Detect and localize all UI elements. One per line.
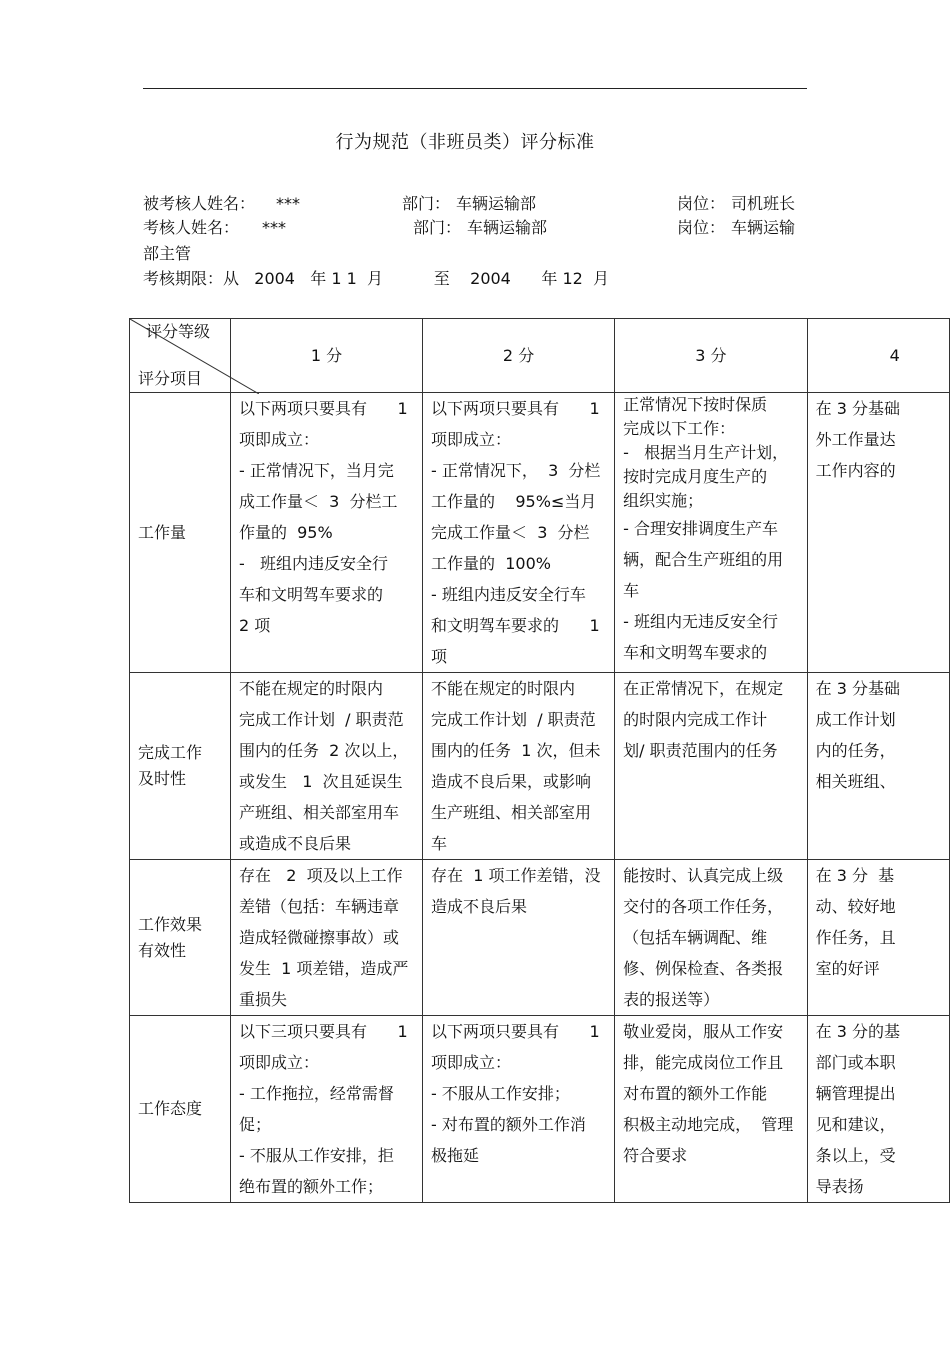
cell-text-line: - 工作拖拉，经常需督 (238, 1084, 394, 1103)
cell-text-line: 外工作量达 (815, 430, 896, 449)
item-workload: 工作量 (130, 393, 231, 673)
cell-text-line: 或发生 1 次且延误生 (238, 772, 403, 791)
cell-text-line: - 班组内违反安全行车 (431, 585, 586, 604)
cell-text-line: 车和文明驾车要求的 (623, 643, 768, 662)
cell-text-line: 促； (238, 1115, 271, 1134)
cell-text-line: 以下两项只要具有 1 (238, 399, 408, 418)
dept1-value: 车辆运输部 (456, 194, 537, 213)
cell-text-line: 完成工作计划 / 职责范 (431, 710, 596, 729)
cell-text-line: 绝布置的额外工作； (238, 1177, 383, 1196)
cell-text-line: 导表扬 (815, 1177, 864, 1196)
examiner-label: 考核人姓名： (143, 218, 240, 237)
cell-text-line: 以下三项只要具有 1 (238, 1022, 408, 1041)
cell-text-line: - 正常情况下，当月完 (238, 461, 394, 480)
cell-text-line: 完成工作 (138, 743, 203, 762)
cell-text-line: 造成不良后果 (431, 897, 528, 916)
cell-text-line: 按时完成月度生产的 (623, 467, 768, 486)
attitude-grade-4 (807, 1016, 949, 1203)
cell-text-line: - 对布置的额外工作消 (431, 1115, 586, 1134)
post2-value-b: 部主管 (143, 244, 192, 263)
scoring-table (129, 318, 950, 1203)
cell-text-line: 见和建议， (815, 1115, 896, 1134)
cell-text-line: 产班组、相关部室用车 (238, 803, 399, 822)
header-row (130, 319, 950, 393)
timeliness-grade-2 (423, 673, 615, 860)
examinee-label: 被考核人姓名： (143, 194, 256, 213)
item-effectiveness (130, 860, 231, 1016)
cell-text-line: 修、例保检查、各类报 (623, 959, 784, 978)
effectiveness-grade-1 (230, 860, 422, 1016)
effectiveness-grade-2 (423, 860, 615, 1016)
cell-text-line: 能按时、认真完成上级 (623, 866, 784, 885)
cell-text-line: - 班组内违反安全行 (238, 554, 388, 573)
cell-text-line: 成工作计划 (815, 710, 896, 729)
cell-text-line: 不能在规定的时限内 (238, 679, 383, 698)
cell-text-line: 正常情况下按时保质 (623, 395, 768, 414)
cell-text-line: 存在 2 项及以上工作 (238, 866, 403, 885)
post1-value: 司机班长 (731, 194, 796, 213)
grade-axis-label: 评分等级 (145, 322, 210, 341)
examiner-name: *** (262, 218, 286, 237)
cell-text-line: - 不服从工作安排，拒 (238, 1146, 394, 1165)
dept2-value: 车辆运输部 (467, 218, 548, 237)
cell-text-line: 造成不良后果，或影响 (431, 772, 592, 791)
cell-text-line: 不能在规定的时限内 (431, 679, 576, 698)
workload-grade-3 (615, 393, 808, 673)
grade-header-4: 4 (807, 319, 949, 393)
cell-text-line: 项即成立： (238, 430, 319, 449)
cell-text-line: 在正常情况下，在规定 (623, 679, 784, 698)
cell-text-line: 符合要求 (623, 1146, 688, 1165)
cell-text-line: 在 3 分 基 (815, 866, 895, 885)
effectiveness-grade-4 (807, 860, 949, 1016)
attitude-grade-1 (230, 1016, 422, 1203)
cell-text-line: 完成工作量＜ 3 分栏 (431, 523, 590, 542)
dept1-label: 部门： (402, 194, 451, 213)
assessment-period: 考核期限：从 2004 年 1 1 月 至 2004 年 12 月 (143, 269, 609, 288)
cell-text-line: 在 3 分基础 (815, 399, 900, 418)
effectiveness-grade-3 (615, 860, 808, 1016)
post1-label: 岗位： (677, 194, 726, 213)
cell-text-line: 部门或本职 (815, 1053, 896, 1072)
cell-text-line: 存在 1 项工作差错，没 (431, 866, 601, 885)
cell-text-line: 作任务，且 (815, 928, 896, 947)
item-timeliness (130, 673, 231, 860)
grade-header-1: 1 分 (230, 319, 422, 393)
table-row (130, 1016, 950, 1203)
cell-text-line: 工作量的 100% (431, 554, 551, 573)
cell-text-line: 车 (623, 581, 640, 600)
table-row (130, 393, 950, 673)
table-row (130, 673, 950, 860)
cell-text-line: 围内的任务 1 次，但未 (431, 741, 601, 760)
cell-text-line: 排，能完成岗位工作且 (623, 1053, 784, 1072)
workload-grade-4 (807, 393, 949, 673)
cell-text-line: 项即成立： (238, 1053, 319, 1072)
cell-text-line: 在 3 分的基 (815, 1022, 900, 1041)
cell-text-line: 相关班组、 (815, 772, 896, 791)
cell-text-line: 敬业爱岗，服从工作安 (623, 1022, 784, 1041)
cell-text-line: - 合理安排调度生产车 (623, 519, 778, 538)
cell-text-line: 围内的任务 2 次以上， (238, 741, 409, 760)
cell-text-line: 项 (431, 647, 448, 666)
cell-text-line: 辆，配合生产班组的用 (623, 550, 784, 569)
cell-text-line: 表的报送等） (623, 990, 720, 1009)
cell-text-line: 极拖延 (431, 1146, 480, 1165)
cell-text-line: 完成工作计划 / 职责范 (238, 710, 404, 729)
cell-text-line: 划/ 职责范围内的任务 (623, 741, 778, 760)
cell-text-line: 和文明驾车要求的 1 (431, 616, 600, 635)
grade-header-3: 3 分 (615, 319, 808, 393)
cell-text-line: 工作量的 95%≤当月 (431, 492, 597, 511)
workload-grade-1 (230, 393, 422, 673)
cell-text-line: 作量的 95% (238, 523, 333, 542)
cell-text-line: 重损失 (238, 990, 287, 1009)
dept2-label: 部门： (413, 218, 462, 237)
cell-text-line: 完成以下工作： (623, 419, 736, 438)
cell-text-line: 辆管理提出 (815, 1084, 896, 1103)
post2-label: 岗位： (677, 218, 726, 237)
cell-text-line: - 不服从工作安排； (431, 1084, 570, 1103)
examinee-name: *** (276, 194, 300, 213)
cell-text-line: 2 项 (238, 616, 271, 635)
cell-text-line: - 班组内无违反安全行 (623, 612, 778, 631)
cell-text-line: 生产班组、相关部室用 (431, 803, 592, 822)
cell-text-line: 车和文明驾车要求的 (238, 585, 383, 604)
cell-text-line: - 正常情况下， 3 分栏 (431, 461, 601, 480)
cell-text-line: 对布置的额外工作能 (623, 1084, 768, 1103)
cell-text-line: 以下两项只要具有 1 (431, 1022, 600, 1041)
cell-text-line: 或造成不良后果 (238, 834, 351, 853)
cell-text-line: 的时限内完成工作计 (623, 710, 768, 729)
grade-header-2: 2 分 (423, 319, 615, 393)
cell-text-line: 车 (431, 834, 448, 853)
cell-text-line: 有效性 (138, 940, 187, 960)
workload-grade-2 (423, 393, 615, 673)
cell-text-line: 室的好评 (815, 959, 880, 978)
cell-text-line: 项即成立： (431, 1053, 512, 1072)
cell-text-line: 工作效果 (138, 914, 203, 934)
cell-text-line: 交付的各项工作任务， (623, 897, 784, 916)
cell-text-line: 内的任务， (815, 741, 896, 760)
attitude-grade-3 (615, 1016, 808, 1203)
cell-text-line: 动、较好地 (815, 897, 896, 916)
item-attitude: 工作态度 (130, 1016, 231, 1203)
cell-text-line: 工作内容的 (815, 461, 896, 480)
page-title: 行为规范（非班员类）评分标准 (335, 132, 595, 153)
cell-text-line: 及时性 (138, 769, 187, 788)
cell-text-line: 在 3 分基础 (815, 679, 900, 698)
cell-text-line: 造成轻微碰擦事故）或 (238, 928, 399, 947)
attitude-grade-2 (423, 1016, 615, 1203)
cell-text-line: 以下两项只要具有 1 (431, 399, 600, 418)
item-axis-label: 评分项目 (138, 369, 203, 388)
cell-text-line: （包括车辆调配、维 (623, 928, 768, 947)
cell-text-line: 成工作量＜ 3 分栏工 (238, 492, 398, 511)
cell-text-line: 项即成立： (431, 430, 512, 449)
timeliness-grade-1 (230, 673, 422, 860)
timeliness-grade-3 (615, 673, 808, 860)
table-row (130, 860, 950, 1016)
corner-cell (130, 319, 231, 393)
cell-text-line: 差错（包括：车辆违章 (238, 897, 399, 916)
header-rule (143, 88, 807, 89)
cell-text-line: - 根据当月生产计划， (623, 443, 789, 462)
cell-text-line: 组织实施； (623, 491, 704, 510)
cell-text-line: 条以上，受 (815, 1146, 896, 1165)
cell-text-line: 积极主动地完成， 管理 (623, 1115, 794, 1134)
post2-value-a: 车辆运输 (731, 218, 796, 237)
cell-text-line: 发生 1 项差错，造成严 (238, 959, 409, 978)
timeliness-grade-4 (807, 673, 949, 860)
